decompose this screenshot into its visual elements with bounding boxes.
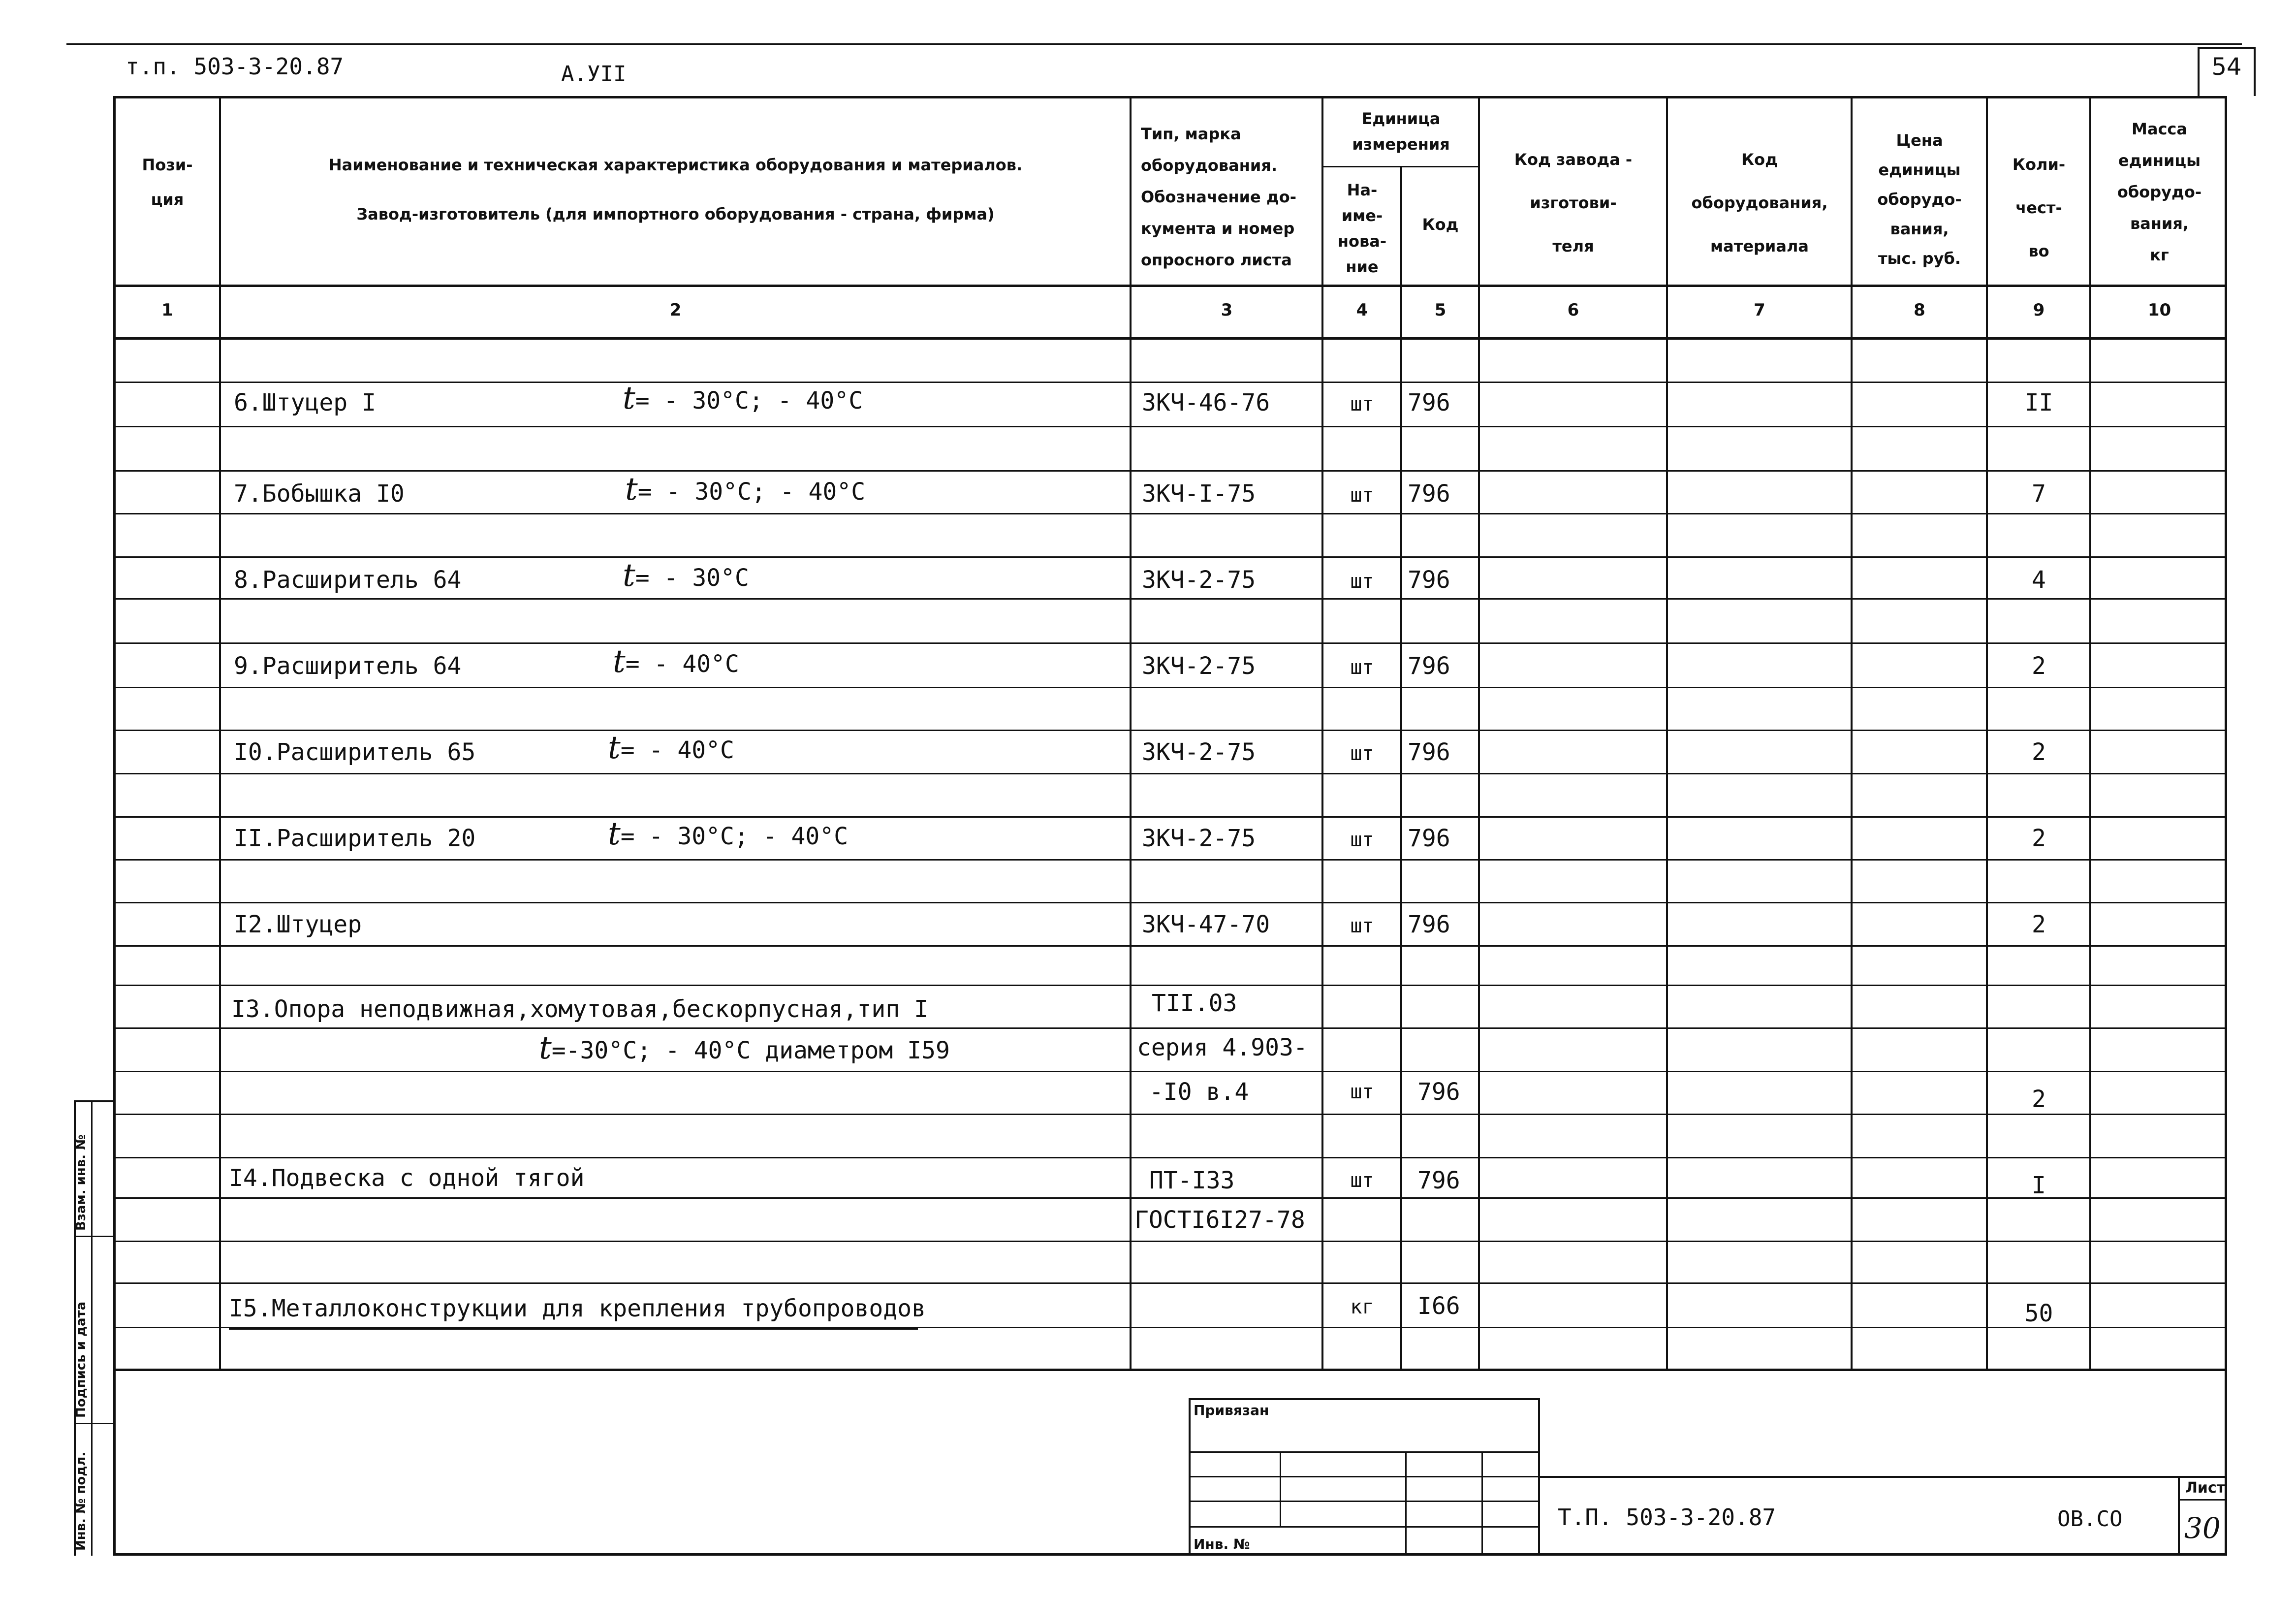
row13-name: I3.Опора неподвижная,хомутовая,бескорпусная,тип I <box>231 995 929 1023</box>
row-separator <box>113 1197 2227 1199</box>
row-separator <box>113 773 2227 774</box>
row-code: 796 <box>1408 566 1450 594</box>
row-qty: 2 <box>2032 825 2046 852</box>
row-type: ЗКЧ-2-75 <box>1142 652 1256 680</box>
row13-qty: 2 <box>2032 1086 2046 1113</box>
row14-qty: I <box>2032 1172 2046 1199</box>
row14-name: I4.Подвеска с одной тягой <box>229 1164 585 1192</box>
row-temp: t= - 30°C; - 40°C <box>608 816 849 852</box>
temperature-symbol: t <box>608 730 621 766</box>
header-col-3: Тип, марка оборудования. Обозначение до- кумента и номер опросного листа <box>1141 125 1296 269</box>
row-qty: 7 <box>2032 480 2046 508</box>
row-temp: t= - 30°C <box>623 557 749 594</box>
header-bottom-line <box>113 285 2227 287</box>
header-col-2: Наименование и техническая характеристика оборудования и материалов. Завод-изготовитель (для импортного оборудования - страна, фирма) <box>328 156 1023 224</box>
row-unit: шт <box>1350 484 1374 507</box>
row-separator <box>113 859 2227 861</box>
row-name: II.Расширитель 20 <box>234 825 476 852</box>
top-rule <box>66 43 2242 45</box>
row-temp: t= - 40°C <box>608 730 734 766</box>
row15-name: I5.Металлоконструкции для крепления трубопроводов <box>229 1295 926 1322</box>
row-qty: 2 <box>2032 652 2046 680</box>
numbers-bottom-line <box>113 337 2227 340</box>
row-separator <box>113 1027 2227 1029</box>
stamp-privyazan: Привязан <box>1194 1402 1269 1418</box>
row-unit: шт <box>1350 829 1374 851</box>
col-num-7: 7 <box>1754 300 1765 320</box>
header-col-8: Цена единицы оборудо- вания, тыс. руб. <box>1877 131 1962 268</box>
row-separator <box>113 598 2227 600</box>
row14-type-1: ПТ-I33 <box>1149 1167 1235 1194</box>
col-num-10: 10 <box>2147 300 2171 320</box>
row15-unit: кг <box>1350 1296 1374 1318</box>
col-line-8 <box>1986 96 1988 1370</box>
row-code: 796 <box>1408 738 1450 766</box>
row-code: 796 <box>1408 652 1450 680</box>
row-type: ЗКЧ-2-75 <box>1142 738 1256 766</box>
col-line-9 <box>2089 96 2091 1370</box>
row-code: 796 <box>1408 911 1450 938</box>
stamp-doc-code: Т.П. 503-3-20.87 <box>1558 1504 1776 1531</box>
row-separator <box>113 556 2227 558</box>
side-strip-divider <box>91 1100 93 1556</box>
row-separator <box>113 1071 2227 1072</box>
row13-type-2: серия 4.903- <box>1137 1034 1308 1061</box>
row-separator <box>113 642 2227 644</box>
row-name: I2.Штуцер <box>234 911 362 938</box>
col-line-4 <box>1400 166 1402 1370</box>
header-col-9: Коли- чест- во <box>2012 155 2066 260</box>
header-unit-group: Единица измерения <box>1352 109 1450 154</box>
temperature-symbol: t <box>539 1030 552 1066</box>
header-col-10: Масса единицы оборудо- вания, кг <box>2117 120 2202 264</box>
col-num-5: 5 <box>1434 300 1447 320</box>
header-col-4: На- име- нова- ние <box>1337 181 1387 276</box>
row-type: ЗКЧ-47-70 <box>1142 911 1270 938</box>
row14-code: 796 <box>1417 1167 1460 1194</box>
temperature-symbol: t <box>608 816 621 852</box>
side-strip-line-2 <box>74 1423 113 1424</box>
col-num-6: 6 <box>1567 300 1579 320</box>
row-separator <box>113 1241 2227 1242</box>
row13-unit: шт <box>1350 1081 1374 1103</box>
section-label: А.УII <box>561 62 627 87</box>
doc-code-header: т.п. 503-3-20.87 <box>126 53 344 80</box>
row-code: 796 <box>1408 389 1450 416</box>
row15-qty: 50 <box>2024 1300 2053 1327</box>
row-temp: t= - 40°C <box>613 643 739 680</box>
row-separator <box>113 902 2227 903</box>
col-line-6 <box>1666 96 1668 1370</box>
row13-type-1: TII.03 <box>1152 990 1237 1017</box>
col-line-5 <box>1478 96 1480 1370</box>
side-label-inv-podl: Инв. № подл. <box>74 1451 89 1551</box>
row-separator <box>113 513 2227 514</box>
sheet-box-line <box>2178 1476 2180 1555</box>
row-name: 6.Штуцер I <box>234 389 376 416</box>
row-name: I0.Расширитель 65 <box>234 738 476 766</box>
col-line-1 <box>219 96 221 1370</box>
row-separator <box>113 470 2227 472</box>
row-type: ЗКЧ-2-75 <box>1142 566 1256 594</box>
col-num-9: 9 <box>2033 300 2045 320</box>
row-separator <box>113 382 2227 383</box>
row15-code: I66 <box>1417 1292 1460 1320</box>
row-qty: 2 <box>2032 911 2046 938</box>
side-label-vzam: Взам. инв. № <box>74 1134 89 1231</box>
row-separator <box>113 1157 2227 1158</box>
col-num-2: 2 <box>669 300 682 320</box>
header-col-6: Код завода - изготови- теля <box>1514 150 1633 256</box>
col-num-4: 4 <box>1356 300 1368 320</box>
row-qty: II <box>2024 389 2053 416</box>
temperature-symbol: t <box>625 471 638 508</box>
row-code: 796 <box>1408 825 1450 852</box>
row-separator <box>113 1114 2227 1115</box>
unit-group-line <box>1321 166 1478 167</box>
col-num-8: 8 <box>1914 300 1925 320</box>
row-temp: t= - 30°C; - 40°C <box>625 471 866 508</box>
sheet-number: 30 <box>2184 1511 2221 1545</box>
row-unit: шт <box>1350 915 1374 937</box>
header-col-1: Пози- ция <box>142 156 193 209</box>
row-separator <box>113 730 2227 731</box>
col-num-3: 3 <box>1221 300 1233 320</box>
stamp-line-3 <box>1189 1501 1538 1502</box>
row-temp: t= - 30°C; - 40°C <box>623 380 863 416</box>
stamp-line-4 <box>1189 1526 1538 1528</box>
row-unit: шт <box>1350 393 1374 416</box>
row-separator <box>113 816 2227 818</box>
row13-temp: t=-30°C; - 40°C диаметром I59 <box>539 1030 950 1066</box>
col-num-1: 1 <box>161 300 173 320</box>
row-separator <box>113 985 2227 986</box>
stamp-inv-no: Инв. № <box>1194 1536 1250 1552</box>
stamp-vline-1 <box>1280 1451 1281 1526</box>
row-unit: шт <box>1350 742 1374 765</box>
row-type: ЗКЧ-2-75 <box>1142 825 1256 852</box>
row14-unit: шт <box>1350 1169 1374 1192</box>
row-unit: шт <box>1350 570 1374 593</box>
row-separator <box>113 426 2227 427</box>
row13-type-3: -I0 в.4 <box>1149 1078 1249 1106</box>
sheet-label-line <box>2178 1499 2227 1501</box>
table-body-end-line <box>113 1369 2227 1371</box>
temperature-symbol: t <box>613 643 626 680</box>
header-col-5: Код <box>1422 215 1459 234</box>
stamp-vline-3 <box>1481 1451 1483 1555</box>
title-block-top <box>1538 1476 2227 1478</box>
page-number: 54 <box>2211 53 2242 81</box>
row15-underline <box>229 1328 918 1330</box>
row-separator <box>113 945 2227 947</box>
row-type: ЗКЧ-46-76 <box>1142 389 1270 416</box>
sheet-label: Лист <box>2185 1479 2226 1497</box>
row-code: 796 <box>1408 480 1450 508</box>
stamp-line-1 <box>1189 1451 1538 1453</box>
row-name: 8.Расширитель 64 <box>234 566 462 594</box>
row-name: 9.Расширитель 64 <box>234 652 462 680</box>
col-line-2 <box>1130 96 1132 1370</box>
side-strip-line-1 <box>74 1236 113 1237</box>
header-col-7: Код оборудования, материала <box>1691 150 1828 256</box>
row-unit: шт <box>1350 656 1374 679</box>
stamp-vline-2 <box>1405 1451 1407 1555</box>
row-separator <box>113 687 2227 688</box>
stamp-mark: ОВ.СО <box>2057 1506 2123 1532</box>
temperature-symbol: t <box>623 380 635 416</box>
col-line-7 <box>1851 96 1853 1370</box>
stamp-line-2 <box>1189 1476 1538 1477</box>
row13-code: 796 <box>1417 1078 1460 1106</box>
temperature-symbol: t <box>623 557 635 594</box>
row-qty: 4 <box>2032 566 2046 594</box>
row-separator <box>113 1282 2227 1284</box>
row-type: ЗКЧ-I-75 <box>1142 480 1256 508</box>
row14-type-2: ГОСТI6I27-78 <box>1134 1206 1305 1234</box>
row-name: 7.Бобышка I0 <box>234 480 405 508</box>
col-line-3 <box>1321 96 1323 1370</box>
side-label-podpis: Подпись и дата <box>74 1301 89 1418</box>
row-qty: 2 <box>2032 738 2046 766</box>
